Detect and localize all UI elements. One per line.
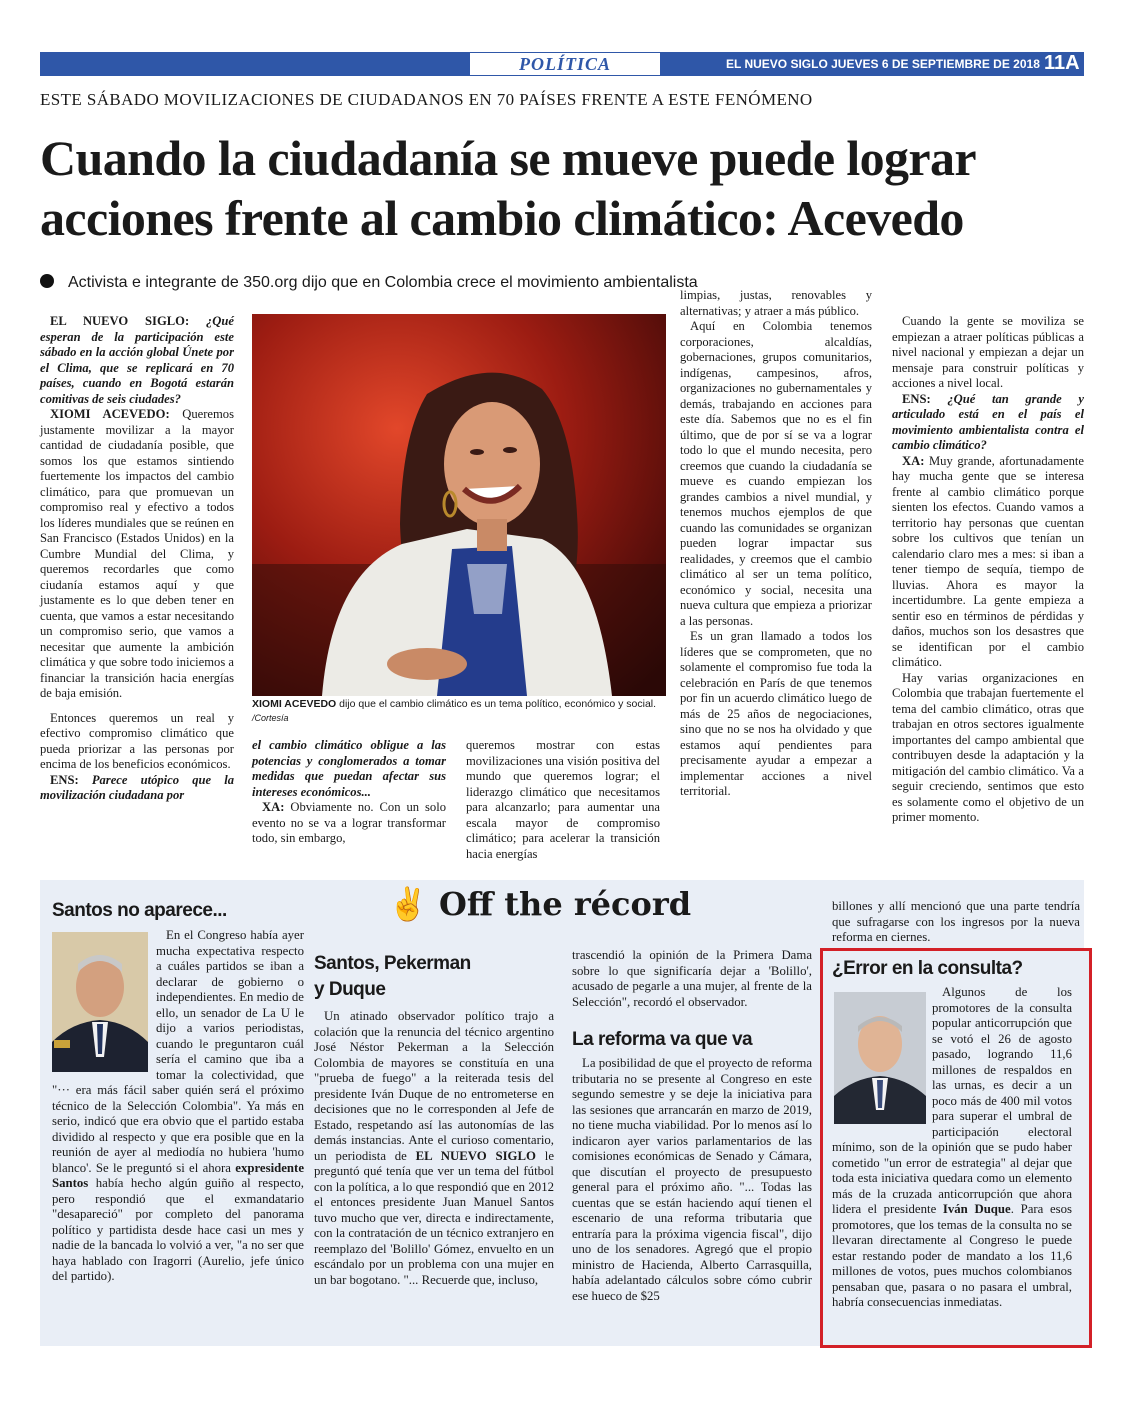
reforma-article — [572, 1056, 812, 1304]
deck — [40, 272, 698, 294]
article-column-3 — [466, 738, 660, 862]
speaker-label: XA: — [262, 800, 291, 814]
pekerman-article — [314, 1009, 554, 1288]
page-number: 11A — [1044, 52, 1080, 74]
answer-text: Queremos justamente movilizar a la mayor cantidad de ciudadanía posible, que somos los que estamos sintiendo fuertemente los impactos del cambio climático, para que promuevan un compromiso real y efectivo a todos los líderes mundiales que se reúnen en San Francisco (Estados Unidos) en la Cumbre Mundial del Clima, y queremos recordarles que como ciudanía estamos aquí y que justamente es lo que deben tener en cuenta, que vamos a estar necesitando un compromiso serio, que vamos a necesitar que aumente la ambición climática y que sobre todo iniciemos a financiar la transición hacia energías de baja emisión. — [40, 407, 234, 700]
pekerman-text: Un atinado observador político trajo a colación que la renuncia del técnico argentino José Néstor Pekerman a la Selección Colombia de mayores se constituía en una "prueba de fuego" a la reiterada tesis del presidente Iván Duque de no entrometerse en decisiones que no le corresponden al Jefe de Estado, respetando así las autonomías de las demás instancias. Ante el curioso comentario, un periodista de — [314, 1009, 554, 1163]
question-text: Parece utópico que la movilización ciudadana por — [40, 772, 234, 802]
article-column-4 — [680, 288, 872, 800]
article-column-2 — [252, 738, 446, 847]
reforma-heading: La reforma va que va — [572, 1029, 753, 1050]
pekerman-bold: EL NUEVO SIGLO — [415, 1148, 537, 1163]
deck-text: Activista e integrante de 350.org dijo que en Colombia crece el movimiento ambientalista — [68, 274, 698, 291]
answer-text: Es un gran llamado a todos los líderes que se comprometen, que no solamente el compromiso fue toda la celebración en París de que tenemos por fin un acuerdo climático luego de más de 25 años de negociaciones, sino que no se nos ha olvidado y que estamos aquí pendientes para precisamente ayudar a empezar a implementar acciones a nivel territorial. — [680, 629, 872, 798]
answer-text: Aquí en Colombia tenemos corporaciones, alcaldías, gobernaciones, grupos comunitarios, indígenas, campesinos, afros, organizaciones no gubernamentales y demás, trabajando en acciones para este día. Sabemos que no es el fin último, que de por sí se va a lograr todo lo que el mundo necesita, pero creemos que cuando la ciudadanía se mueve es cuando empiezan los grandes cambios a nivel mundial, y tenemos muchos ejemplos de que cuando las comunidades se organizan pueden lograr impactar sus realidades, y creemos que el cambio climático al ser un tema político, económico y social, necesita una nueva cultura que empieza a priorizar a las personas. — [680, 319, 872, 628]
answer-text: Obviamente no. Con un solo evento no se va a lograr transformar todo, sin embargo, — [252, 800, 446, 845]
santos-bold: expresidente Santos — [52, 1160, 304, 1190]
reforma-text-cont: billones y allí mencionó que una parte tendría que sufragarse con los ingresos por la nueva reforma en ciernes. — [832, 899, 1080, 944]
answer-text: Entonces queremos un real y efectivo compromiso climático que pueda priorizar a las personas por encima de los beneficios económicos. — [40, 710, 234, 771]
reforma-article-cont — [832, 899, 1080, 946]
speaker-label: ENS: — [50, 772, 92, 787]
article-column-5 — [892, 314, 1084, 826]
pekerman-text-cont: trascendió la opinión de la Primera Dama sobre lo que significaría dejar a 'Bolillo', acusado de pegarle a una mujer, al frente de la Selección", recordó el observador. — [572, 948, 812, 1009]
santos-text: En el Congreso había ayer mucha expectativa respecto a cuáles partidos se iban a declarar de gobierno o independientes. En medio de ello, un senador de La U le dijo a varios periodistas, cuando le preguntaron cuál sería el camino que iba a tomar la colectividad, que "··· era más fácil saber quién será el próximo técnico de la Selección Colombia". Ya más en serio, indicó que era obvio que el partido estaba dividido al respecto y que era posible que en la reunión de ayer al mediodía no hubiera 'humo blanco'. Se le preguntó si el ahora — [52, 928, 304, 1175]
question-text: ¿Qué tan grande y articulado está en el país el movimiento ambientalista contra el cambio climático? — [892, 391, 1084, 452]
pekerman-heading-line-2: y Duque — [314, 979, 386, 1000]
speaker-label: XIOMI ACEVEDO: — [50, 407, 183, 421]
pekerman-text-end: le preguntó qué tenía que ver un tema del fútbol con la política, a lo que respondió que en 2012 el entonces presidente Juan Manuel Santos tuvo mucho que ver, directa e indirectamente, con la contratación de un técnico extranjero en reemplazo del 'Bolillo' Gómez, envuelto en un escándalo por un problema con una mujer en un bar bogotano. "... Recuerde que, incluso, — [314, 1148, 555, 1287]
question-text: ¿Qué esperan de la participación este sábado en la acción global Únete por el Clima, que se replicará en 70 países, cuando en Bogotá estarán comitivas de seis ciudades? — [40, 314, 234, 406]
photo-caption — [252, 697, 666, 725]
headline-line-2: acciones frente al cambio climático: Acevedo — [40, 190, 964, 246]
error-bold: Iván Duque — [942, 1202, 1011, 1216]
portrait-spacer — [832, 985, 932, 1127]
answer-text: Hay varias organizaciones en Colombia que trabajan fuertemente el tema del cambio climático, otras que trabajan en otros sectores igualmente importantes del campo ambiental que contribuyen desde la adaptación y la mitigación del cambio climático. Va a seguir creciendo, sentimos que esto es solamente como el objetivo de un primer momento. — [892, 670, 1084, 824]
caption-text: dijo que el cambio climático es un tema político, económico y social. — [336, 698, 657, 710]
section-label: POLÍTICA — [470, 53, 660, 75]
off-the-record-title — [388, 884, 691, 924]
article-column-1 — [40, 314, 234, 804]
error-text: Algunos de los promotores de la consulta popular anticorrupción que se votó el 26 de agosto pasado, logrando 11,6 millones de respaldos en las urnas, es decir a un poco más de 400 mil votos para superar el umbral de participación electoral mínimo, son de la opinión que se pudo haber cometido "un error de estrategia" al dejar que toda esta iniciativa quedara como un elemento más de la cruzada anticorrupción que ahora lidera el presidente — [832, 985, 1072, 1216]
photo-credit: /Cortesía — [252, 713, 289, 723]
reforma-text: La posibilidad de que el proyecto de reforma tributaria no se presente al Congreso en este segundo semestre y se deje la iniciativa para las sesiones que arrancarán en marzo de 2019, no tiene mucha viabilidad. Por lo menos así lo indicaron ayer varios parlamentarios de las comisiones económicas de Senado y Cámara, que discutían el proyecto de presupuesto general para el próximo año. "... Todas las cuentas que se están haciendo aquí tienen el escenario de una reforma tributaria que entraría para la próxima vigencia fiscal", dijo uno de los senadores. Agregó que el propio ministro de Hacienda, Alberto Carrasquilla, había adelantado cálculos sobre cómo cubrir ese hueco de $25 — [572, 1056, 812, 1303]
speaker-label: XA: — [902, 453, 929, 468]
bullet-icon — [40, 274, 54, 288]
answer-text: queremos mostrar con estas movilizaciones una visión positiva del mundo que queremos lograr; el liderazgo climático que necesitamos para alcanzarlo; para aumentar una escala mayor de compromiso climático; para acelerar la transición hacia energías — [466, 738, 660, 861]
error-article — [832, 985, 1072, 1311]
santos-heading: Santos no aparece... — [52, 900, 227, 921]
pekerman-heading-line-1: Santos, Pekerman — [314, 953, 471, 974]
pekerman-article-cont — [572, 948, 812, 1010]
photo-xiomi-acevedo — [252, 314, 666, 696]
caption-name: XIOMI ACEVEDO — [252, 698, 337, 710]
santos-text-end: había hecho algún guiño al respecto, pero respondió que el exmandatario "desapareció" por completo del panorama político y partidista desde hace casi un mes y nadie de la bancada lo volvió a ver, "a no ser que haya hablado con Iragorri (Aurelio, jefe único del partido). — [52, 1176, 304, 1283]
article-photo — [252, 314, 666, 696]
answer-text: limpias, justas, renovables y alternativas; y atraer a más público. — [680, 288, 872, 318]
portrait-spacer — [52, 928, 156, 1074]
masthead-date: EL NUEVO SIGLO JUEVES 6 DE SEPTIEMBRE DE 2018 — [726, 57, 1040, 71]
speaker-label: EL NUEVO SIGLO: — [50, 314, 206, 328]
headline-line-1: Cuando la ciudadanía se mueve puede lograr — [40, 130, 977, 186]
speaker-label: ENS: — [902, 391, 948, 406]
kicker: ESTE SÁBADO MOVILIZACIONES DE CIUDADANOS EN 70 PAÍSES FRENTE A ESTE FENÓMENO — [40, 90, 813, 109]
headline — [40, 128, 1090, 248]
answer-text: Cuando la gente se moviliza se empiezan a atraer políticas públicas a nivel nacional y empiezan a dejar un mensaje para construir políticas y acciones a nivel local. — [892, 314, 1084, 390]
victory-hand-icon: ✌ — [388, 885, 428, 923]
pekerman-heading — [314, 951, 471, 1003]
off-the-record-title-text: Off the récord — [438, 885, 692, 923]
question-text: el cambio climático obligue a las potencias y conglomerados a tomar medidas que puedan afectar sus intereses económicos... — [252, 738, 446, 799]
error-text-end: . Para esos promotores, que los temas de la consulta no se llevaran directamente al Congreso le puede estar restando poder de mandato a los 11,6 millones de votos, pues muchos colombianos pensaban que, pasara o no pasara el umbral, habría consecuencias inmediatas. — [832, 1202, 1073, 1309]
answer-text: Muy grande, afortunadamente hay mucha gente que se interesa frente al cambio climático porque sienten los efectos. Cuando vamos a territorio hay personas que cuentan sobre los cultivos que tenían un calendario claro mes a mes: si iban a tener tiempo de sequía, tiempo de lluvias. Ahora es mayor la incertidumbre. La gente empieza a sentir eso en términos de pérdidas y daños, muchos son los desastres que se identifican por el cambio climático. — [892, 453, 1084, 669]
error-heading: ¿Error en la consulta? — [832, 958, 1023, 979]
santos-article — [52, 928, 304, 1285]
